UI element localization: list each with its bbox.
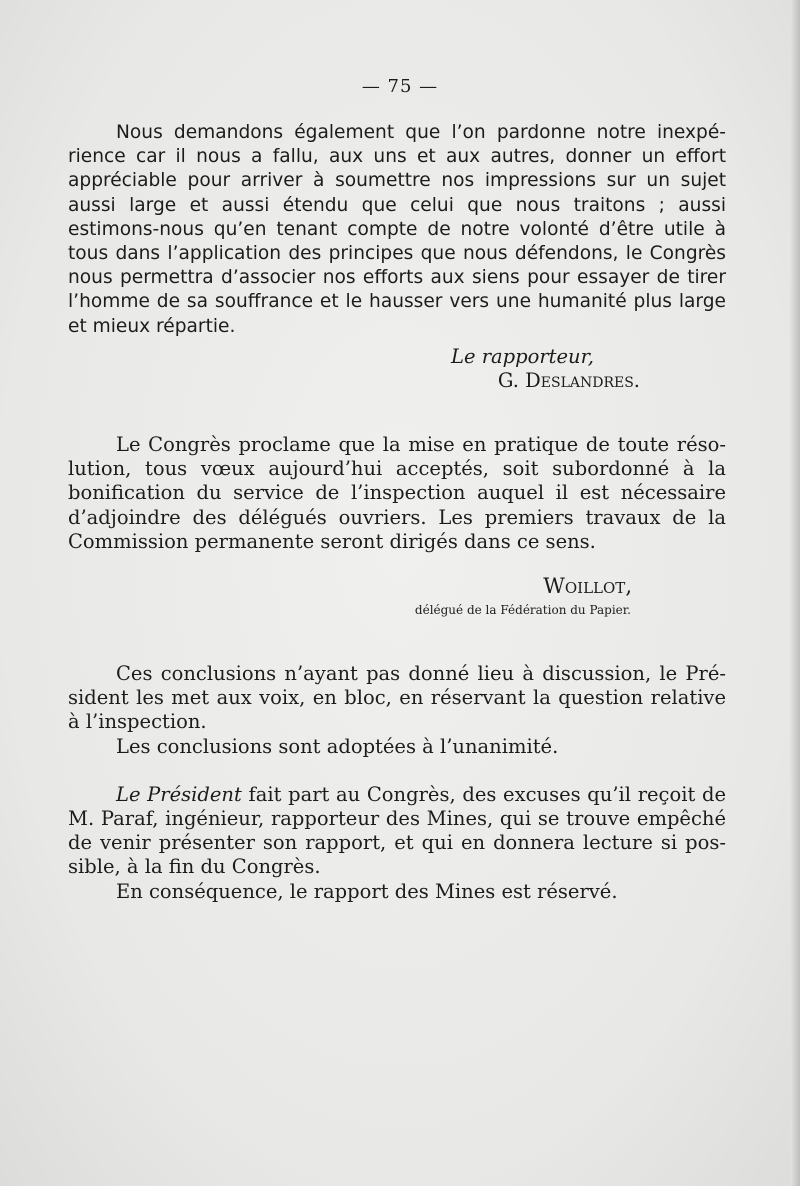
excuses-text: fait part au Congrès, des excuses qu’il reçoit de M. Paraf, ingénieur, rapporteur des Mines, qui se trouve empêché de venir présenter son rapport, et qui en donnera lecture si possible, à la fin du Congrès.	[68, 782, 726, 879]
paragraph-apology: Nous demandons également que l’on pardonne notre inexpérience car il nous a fallu, aux uns et aux autres, donner un effort appréciable pour arriver à soumettre nos impressions sur un sujet aussi large et aussi étendu que celui que nous traitons ; aussi estimons-nous qu’en tenant compte de notre volonté d’être utile à tous dans l’application des principes que nous défendons, le Congrès nous permettra d’associer nos efforts aux siens pour essayer de tirer l’homme de sa souffrance et le hausser vers une humanité plus large et mieux répartie.	[68, 122, 726, 337]
page-edge-shadow	[790, 0, 800, 1186]
page-number: — 75 —	[361, 76, 439, 97]
paragraph-mines-reserved: En conséquence, le rapport des Mines est réservé.	[116, 879, 618, 903]
paragraph-conclusions-vote: Ces conclusions n’ayant pas donné lieu à discussion, le Président les met aux voix, en bloc, en réservant la question relative à l’inspection.	[68, 662, 726, 734]
signature-role: Le rapporteur,	[451, 344, 594, 368]
paragraph-unanimity: Les conclusions sont adoptées à l’unanimité.	[116, 734, 559, 758]
paragraph-president-excuses	[68, 783, 726, 880]
discussion-section	[68, 662, 726, 904]
paragraph-resolution: Le Congrès proclame que la mise en pratique de toute résolution, tous vœux aujourd’hui acceptés, soit subordonné à la bonification du service de l’inspection auquel il est nécessaire d’adjoindre des délégués ouvriers. Les premiers travaux de la Commission permanente seront dirigés dans ce sens.	[68, 433, 726, 553]
resolution-section	[68, 433, 726, 622]
speaker-name: Le Président	[116, 782, 242, 806]
signature-name-woillot: Woillot,	[543, 574, 632, 599]
signature-name-deslandres: G. Deslandres.	[497, 369, 640, 393]
signature-affiliation: délégué de la Fédération du Papier.	[414, 603, 631, 618]
report-conclusion-section	[68, 121, 726, 393]
